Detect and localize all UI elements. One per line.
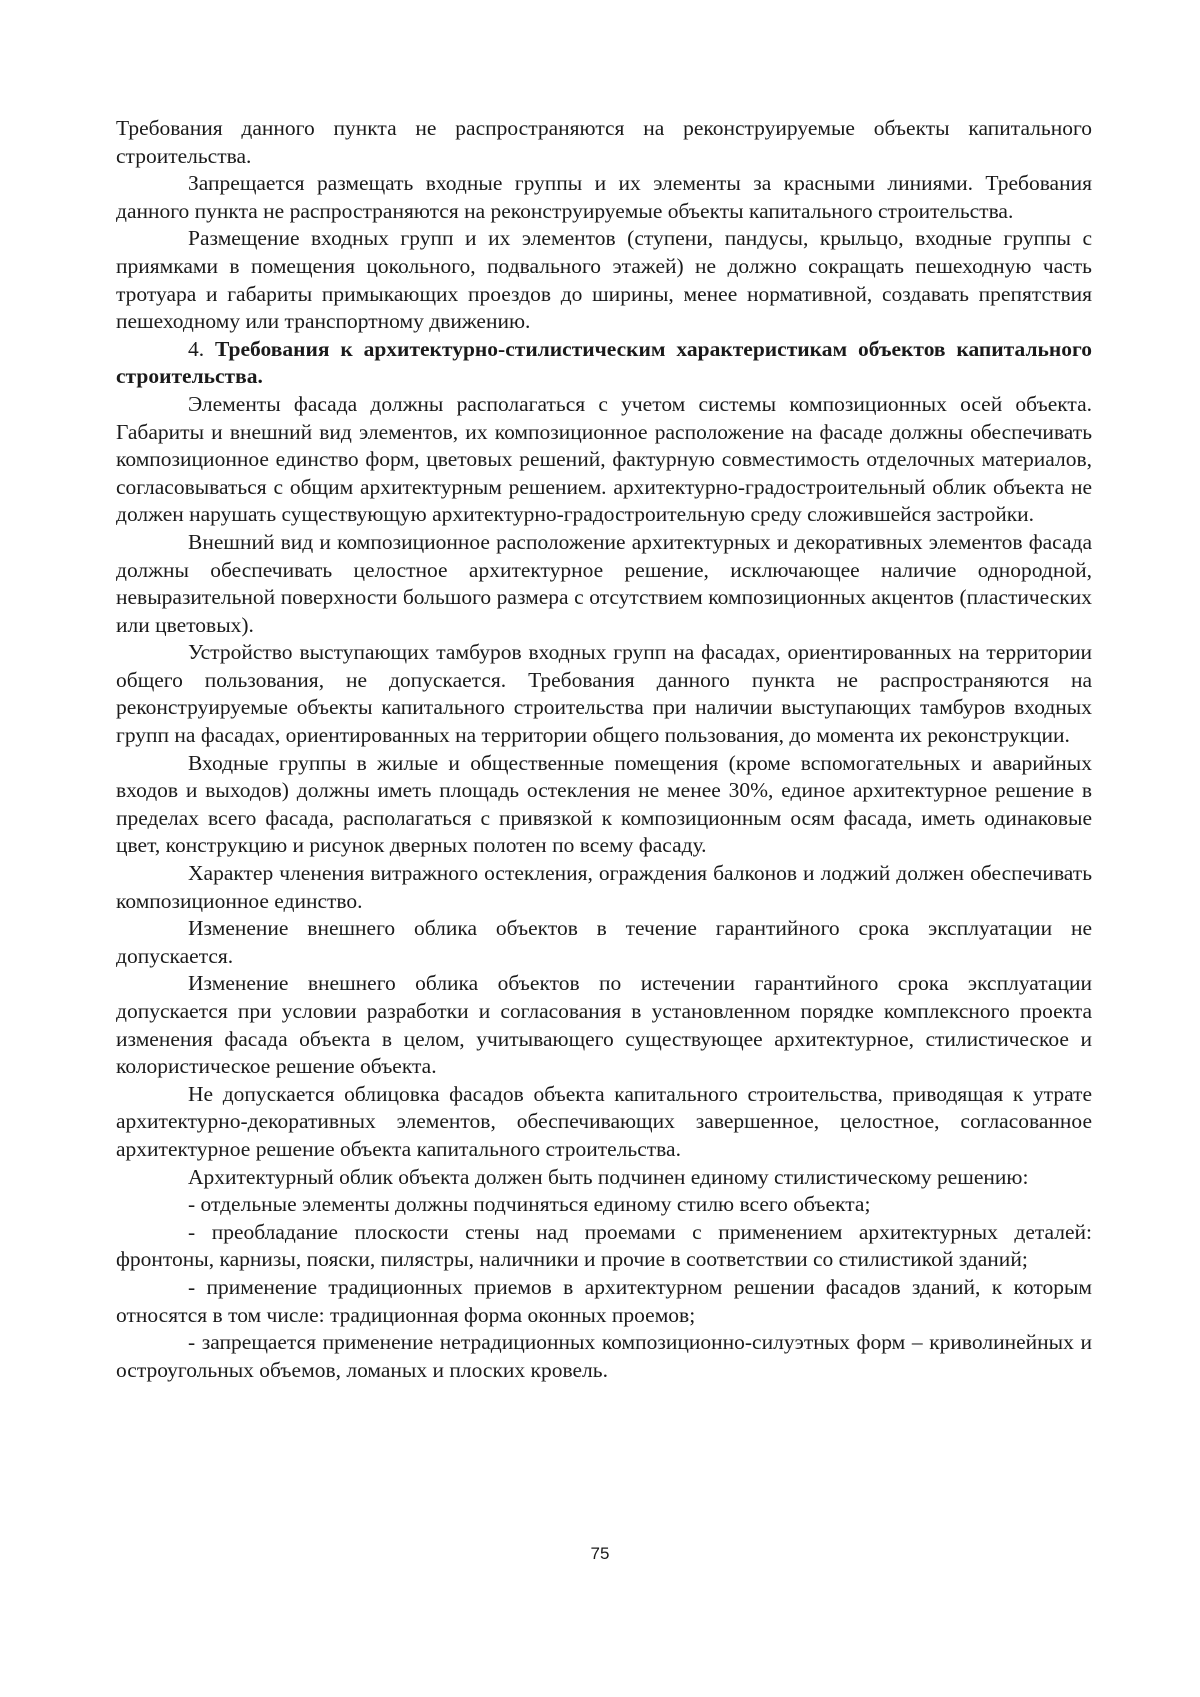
paragraph: Элементы фасада должны располагаться с учетом системы композиционных осей объекта. Габариты и внешний вид элементов, их композиционное расположение на фасаде должны обеспечивать композиционное единство форм, цветовых решений, фактурную совместимость отделочных материалов, согласовываться с общим архитектурным решением. архитектурно-градостроительный облик объекта не должен нарушать существующую архитектурно-градостроительную среду сложившейся застройки. bbox=[116, 391, 1092, 527]
section-heading bbox=[116, 336, 1092, 391]
section-title: Требования к архитектурно-стилистическим характеристикам объектов капитального строительства. bbox=[116, 336, 1092, 389]
paragraph: Архитектурный облик объекта должен быть подчинен единому стилистическому решению: bbox=[188, 1164, 1029, 1189]
paragraph: Не допускается облицовка фасадов объекта капитального строительства, приводящая к утрате архитектурно-декоративных элементов, обеспечивающих завершенное, целостное, согласованное архитектурное решение объекта капитального строительства. bbox=[116, 1081, 1092, 1161]
document-page bbox=[116, 115, 1092, 1384]
paragraph: Устройство выступающих тамбуров входных групп на фасадах, ориентированных на территории общего пользования, не допускается. Требования данного пункта не распространяются на реконструируемые объекты капитального строительства при наличии выступающих тамбуров входных групп на фасадах, ориентированных на территории общего пользования, до момента их реконструкции. bbox=[116, 640, 1092, 748]
page-number: 75 bbox=[590, 1544, 610, 1563]
paragraph: Характер членения витражного остекления, ограждения балконов и лоджий должен обеспечивать композиционное единство. bbox=[116, 861, 1092, 913]
list-item: - отдельные элементы должны подчиняться единому стилю всего объекта; bbox=[188, 1192, 871, 1217]
paragraph: Изменение внешнего облика объектов в течение гарантийного срока эксплуатации не допускается. bbox=[116, 916, 1092, 968]
paragraph: Входные группы в жилые и общественные помещения (кроме вспомогательных и аварийных входов и выходов) должны иметь площадь остекления не менее 30%, единое архитектурное решение в пределах всего фасада, располагаться с привязкой к композиционным осям фасада, иметь одинаковые цвет, конструкцию и рисунок дверных полотен по всему фасаду. bbox=[116, 750, 1092, 858]
list-item: - запрещается применение нетрадиционных композиционно-силуэтных форм – криволинейных и остроугольных объемов, ломаных и плоских кровель. bbox=[116, 1330, 1092, 1382]
section-number: 4. bbox=[188, 336, 205, 361]
paragraph: Изменение внешнего облика объектов по истечении гарантийного срока эксплуатации допускается при условии разработки и согласования в установленном порядке комплексного проекта изменения фасада объекта в целом, учитывающего существующее архитектурное, стилистическое и колористическое решение объекта. bbox=[116, 971, 1092, 1079]
paragraph: Требования данного пункта не распространяются на реконструируемые объекты капитального строительства. bbox=[116, 116, 1092, 168]
list-item: - применение традиционных приемов в архитектурном решении фасадов зданий, к которым относятся в том числе: традиционная форма оконных проемов; bbox=[116, 1274, 1092, 1327]
paragraph: Внешний вид и композиционное расположение архитектурных и декоративных элементов фасада должны обеспечивать целостное архитектурное решение, исключающее наличие однородной, невыразительной поверхности большого размера с отсутствием композиционных акцентов (пластических или цветовых). bbox=[116, 529, 1092, 637]
paragraph: Запрещается размещать входные группы и их элементы за красными линиями. Требования данного пункта не распространяются на реконструируемые объекты капитального строительства. bbox=[116, 171, 1092, 223]
list-item: - преобладание плоскости стены над проемами с применением архитектурных деталей: фронтоны, карнизы, пояски, пилястры, наличники и прочие в соответствии со стилистикой зданий; bbox=[116, 1219, 1092, 1272]
paragraph: Размещение входных групп и их элементов (ступени, пандусы, крыльцо, входные группы с приямками в помещения цокольного, подвального этажей) не должно сокращать пешеходную часть тротуара и габариты примыкающих проездов до ширины, менее нормативной, создавать препятствия пешеходному или транспортному движению. bbox=[116, 226, 1092, 334]
